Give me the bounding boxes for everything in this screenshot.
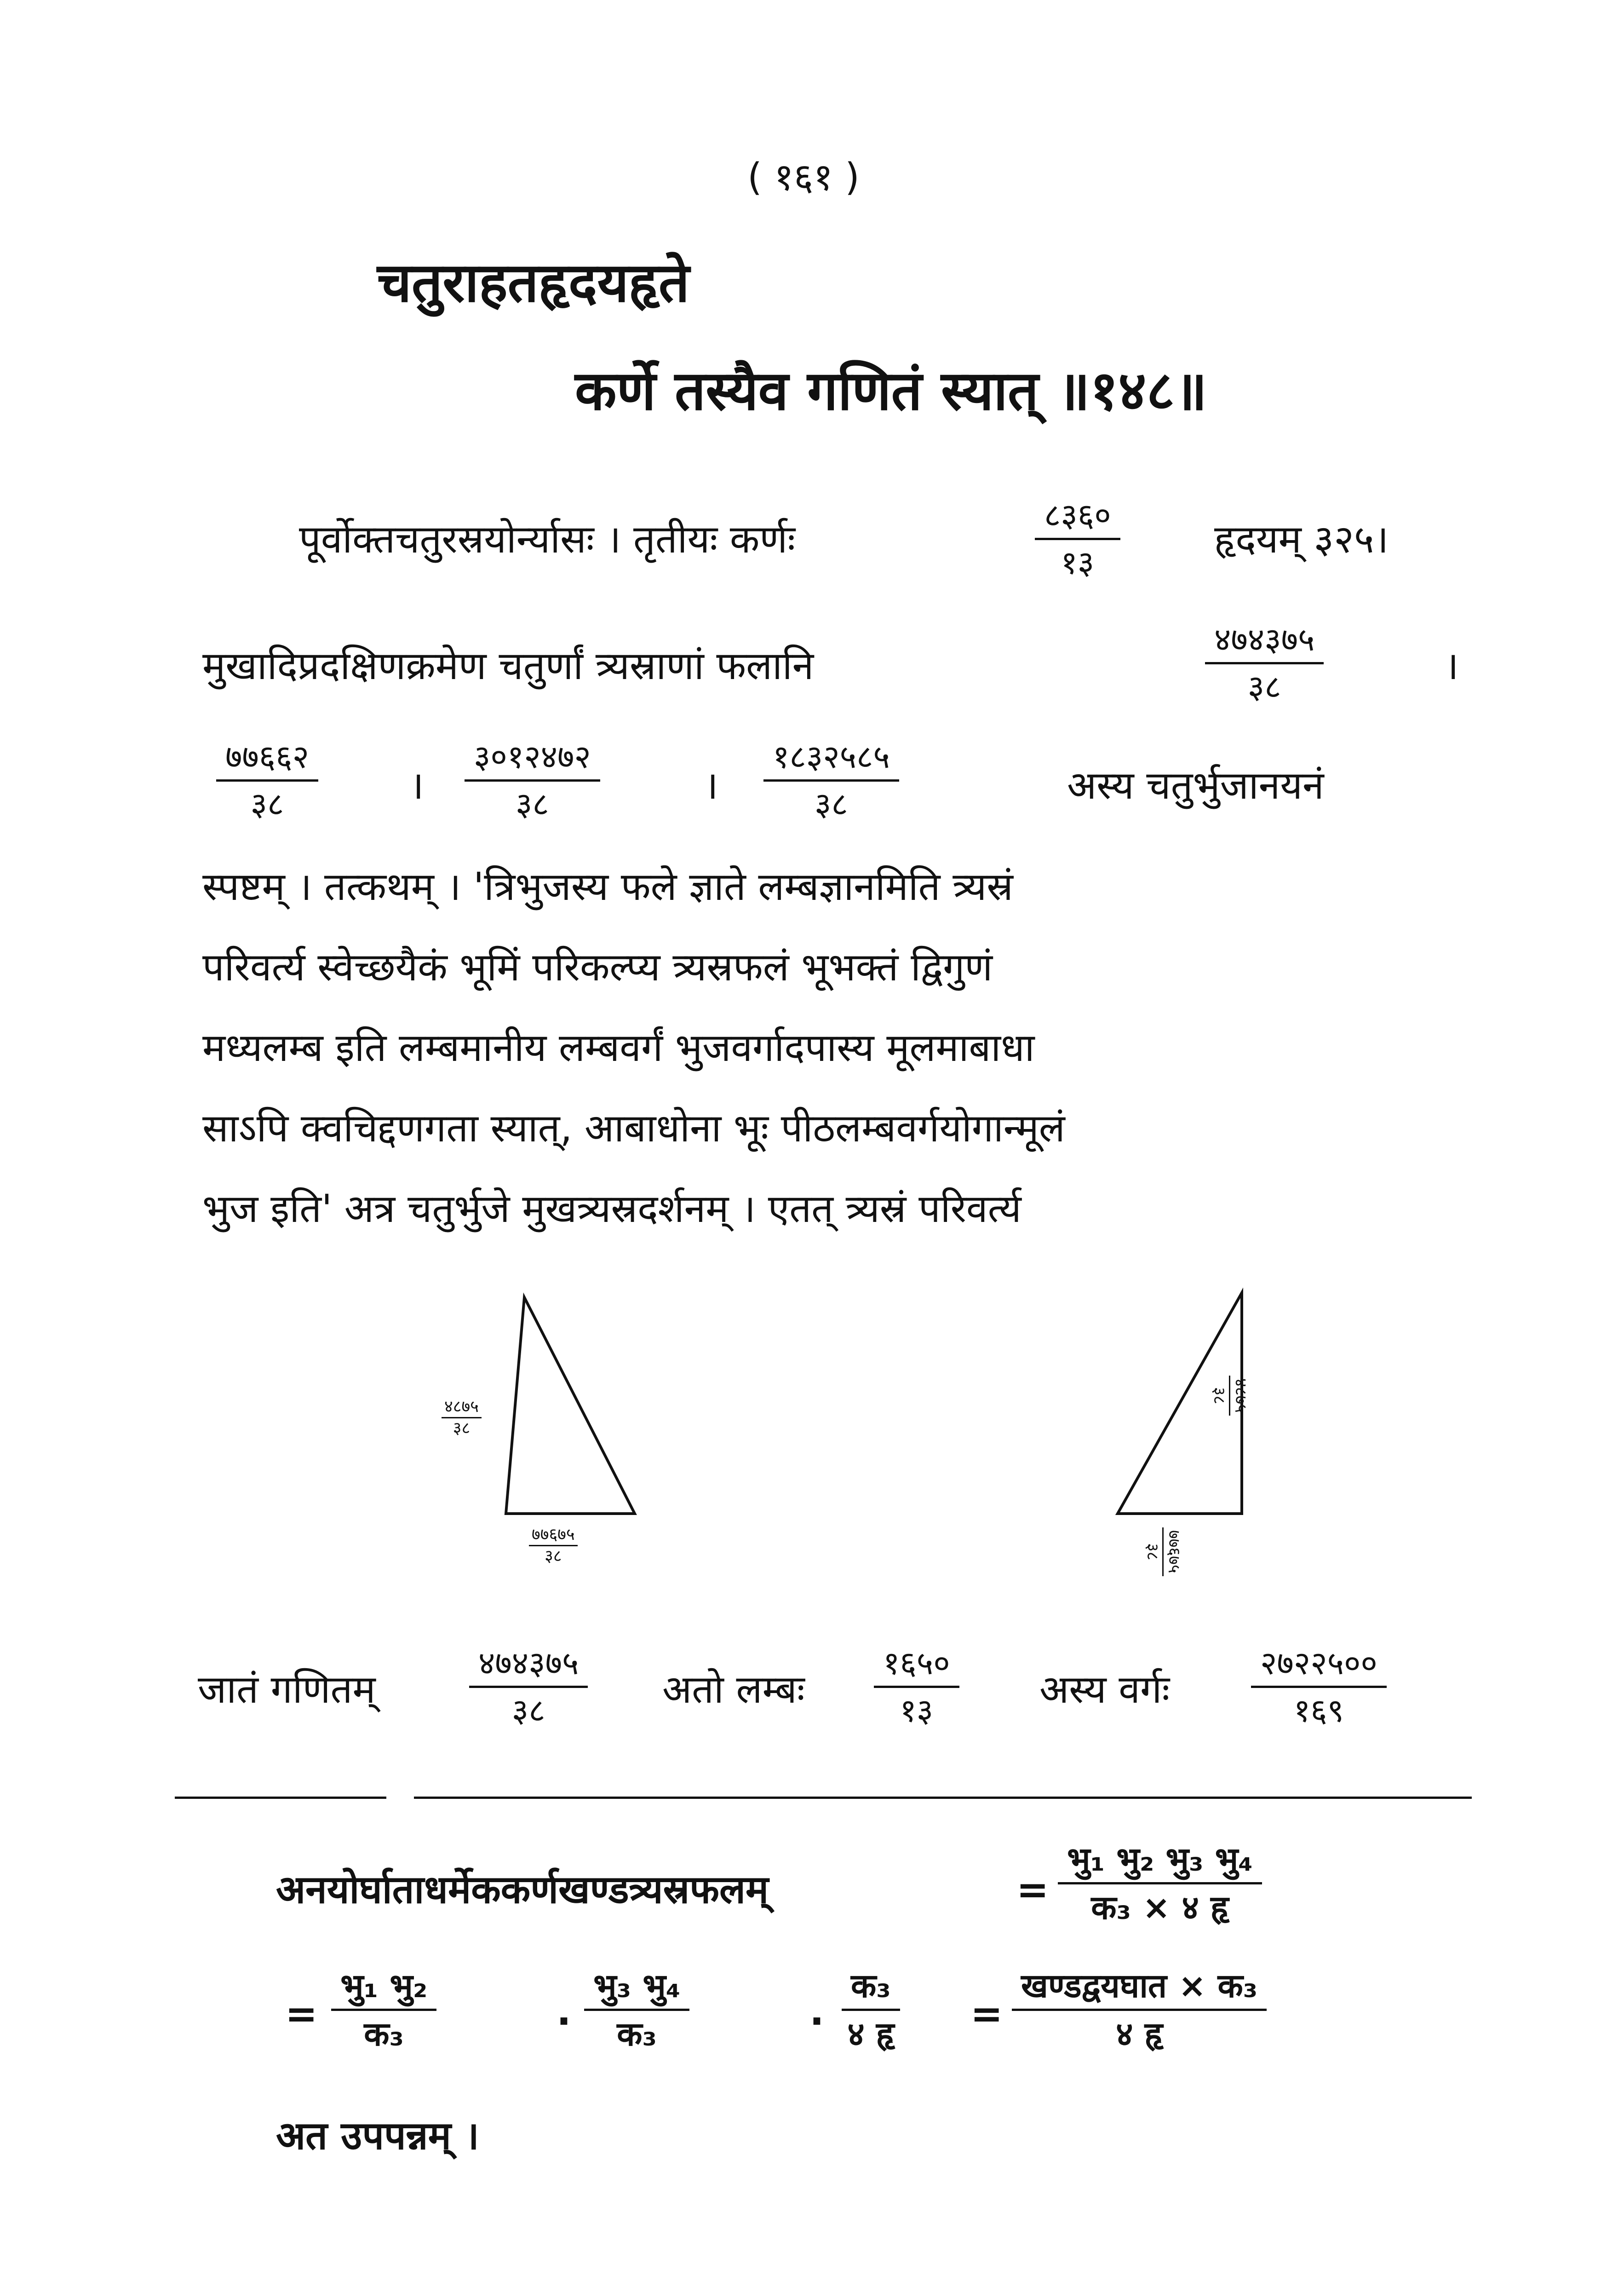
fraction-numerator: ४८७५ [1229, 1376, 1249, 1416]
para2-fraction [1205, 621, 1324, 706]
footnote-rule-left [175, 1797, 386, 1799]
footnote-line2-dot-1: . [557, 1989, 571, 2034]
footnote-line1-fraction [1058, 1840, 1262, 1927]
fraction-numerator: भु₃ भु₄ [584, 1969, 689, 2011]
fraction-denominator: ३८ [453, 1419, 471, 1438]
footnote-line2-equals-2: = [970, 1991, 1003, 2036]
right-side-label [1211, 1376, 1249, 1416]
para2-text-a: मुखादिप्रदक्षिणक्रमेण चतुर्णां त्र्यस्राणां फलानि [202, 643, 814, 688]
para5-fraction-2 [874, 1644, 959, 1729]
fraction-denominator: ३८ [545, 1547, 562, 1566]
footnote-line2-fraction-3 [842, 1966, 900, 2053]
para3-fraction-2 [465, 738, 600, 823]
fraction-numerator: भु₁ भु₂ भु₃ भु₄ [1058, 1843, 1262, 1884]
footnote-line2-fraction-2 [584, 1966, 689, 2053]
fraction-numerator: खण्डद्वयघात × क₃ [1012, 1969, 1267, 2011]
para5-text-c: अस्य वर्गः [1039, 1667, 1170, 1712]
fraction-denominator: १३ [1061, 544, 1095, 582]
verse-line-2: कर्णे तस्यैव गणितं स्यात् ॥१४८॥ [575, 359, 1207, 422]
footnote-line3-text: अत उपपन्नम् । [276, 2113, 479, 2158]
fraction-denominator: क₃ × ४ हृ [1091, 1888, 1229, 1927]
para4-line-1: स्पष्टम् । तत्कथम् । 'त्रिभुजस्य फले ज्ञाते लम्बज्ञानमिति त्र्यस्रं [202, 864, 1013, 909]
para3-fraction-1 [216, 738, 318, 823]
para4-line-2: परिवर्त्य स्वेच्छयैकं भूमिं परिकल्प्य त्र्यस्रफलं भूभक्तं द्विगुणं [202, 945, 993, 990]
fraction-denominator: क₃ [617, 2015, 657, 2053]
fraction-denominator: ३८ [1247, 668, 1281, 706]
fraction-numerator: भु₁ भु₂ [331, 1969, 436, 2011]
fraction-denominator: १६९ [1293, 1692, 1344, 1729]
para4-line-4: साऽपि क्वचिद्दणगता स्यात्, आबाधोना भूः पीठलम्बवर्गयोगान्मूलं [202, 1106, 1065, 1151]
para1-fraction [1035, 496, 1120, 582]
fraction-denominator: ३८ [516, 785, 549, 823]
para3-separator-2: । [704, 763, 718, 808]
left-triangle-figure [497, 1288, 653, 1527]
para1-text-a: पूर्वोक्तचतुरस्रयोर्न्यासः । तृतीयः कर्णः [299, 517, 796, 562]
footnote-line2-fraction-1 [331, 1966, 436, 2053]
para5-text-a: जातं गणितम् [198, 1667, 376, 1712]
fraction-numerator: ४७४३७५ [1205, 623, 1324, 664]
footnote-line2-dot-2: . [809, 1989, 824, 2034]
fraction-denominator: ३८ [815, 785, 848, 823]
fraction-numerator: ७७६७५ [529, 1526, 578, 1546]
footnote-line1-equals: = [1016, 1867, 1049, 1912]
fraction-denominator: ४ हृ [1116, 2015, 1163, 2053]
fraction-numerator: १६५० [874, 1647, 959, 1688]
footnote-line2-fraction-4 [1012, 1966, 1267, 2053]
page-number: ( १६१ ) [747, 156, 860, 199]
fraction-numerator: ४७४३७५ [469, 1647, 588, 1688]
fraction-denominator: ३८ [1210, 1387, 1228, 1405]
para3-fraction-3 [763, 738, 899, 823]
para4-line-3: मध्यलम्ब इति लम्बमानीय लम्बवर्गं भुजवर्गादपास्य मूलमाबाधा [202, 1025, 1035, 1070]
fraction-numerator: क₃ [842, 1969, 900, 2011]
para1-text-b: हृदयम् ३२५। [1214, 517, 1389, 562]
fraction-denominator: ३८ [511, 1692, 545, 1729]
footnote-rule-right [414, 1797, 1472, 1799]
para3-text-b: अस्य चतुर्भुजानयनं [1067, 763, 1324, 808]
fraction-numerator: ७७६६२ [216, 741, 318, 782]
verse-line-1: चतुराहतहृदयहृते [377, 251, 690, 314]
para5-text-b: अतो लम्बः [662, 1667, 805, 1712]
fraction-numerator: ८३६० [1035, 499, 1120, 540]
fraction-denominator: क₃ [364, 2015, 404, 2053]
para3-separator-1: । [409, 763, 424, 808]
footnote-line1-text: अनयोर्घाताधर्मेककर्णखण्डत्र्यस्रफलम् [276, 1867, 769, 1912]
left-base-label [529, 1526, 578, 1565]
para4-line-5: भुज इति' अत्र चतुर्भुजे मुखत्र्यस्रदर्शनम् । एतत् त्र्यस्रं परिवर्त्य [202, 1186, 1021, 1231]
fraction-denominator: ४ हृ [847, 2015, 895, 2053]
fraction-numerator: ३०१२४७२ [465, 741, 600, 782]
fraction-numerator: २७२२५०० [1251, 1647, 1387, 1688]
fraction-numerator: ४८७५ [442, 1399, 482, 1418]
right-base-label [1144, 1527, 1182, 1576]
para2-text-b: । [1444, 643, 1459, 688]
para5-fraction-1 [469, 1644, 588, 1729]
fraction-numerator: १८३२५८५ [763, 741, 899, 782]
fraction-denominator: ३८ [1143, 1543, 1162, 1561]
footnote-line2-equals-1: = [285, 1991, 318, 2036]
fraction-numerator: ७७६७५ [1162, 1527, 1182, 1576]
fraction-denominator: ३८ [250, 785, 284, 823]
left-triangle [506, 1297, 635, 1514]
left-side-label [442, 1399, 482, 1437]
para5-fraction-3 [1251, 1644, 1387, 1729]
fraction-denominator: १३ [900, 1692, 934, 1729]
